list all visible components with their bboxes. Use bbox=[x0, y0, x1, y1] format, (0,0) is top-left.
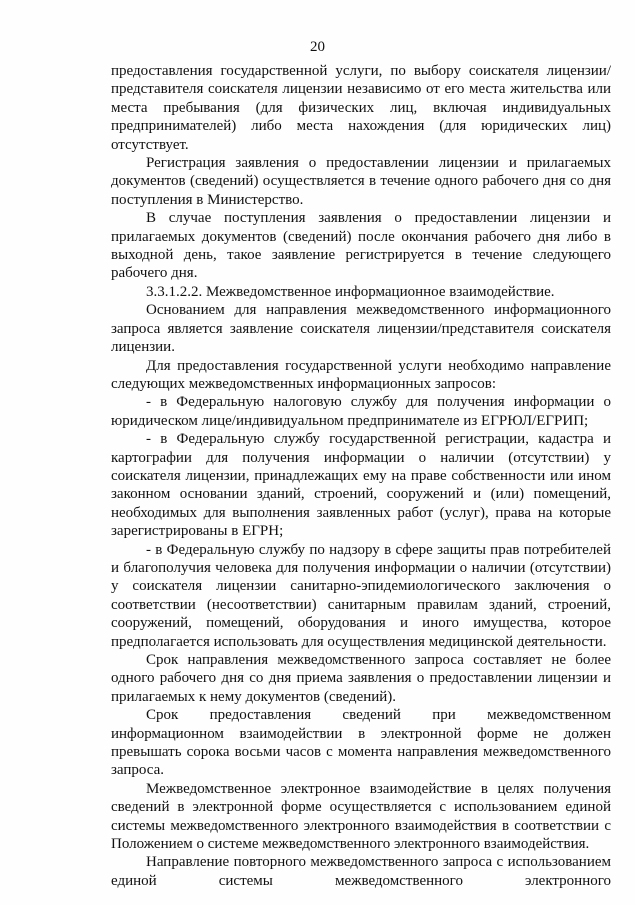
paragraph: Межведомственное электронное взаимодействие в целях получения сведений в электронной форме осуществляется с использованием единой системы межведомственного электронного взаимодействия в соответствии с Положением о системе межведомственного электронного взаимодействия. bbox=[111, 780, 611, 853]
paragraph: Срок направления межведомственного запроса составляет не более одного рабочего дня со дня приема заявления о предоставлении лицензии и прилагаемых к нему документов (сведений). bbox=[111, 652, 611, 705]
paragraph: Срок предоставления сведений при межведомственном информационном взаимодействии в электронной форме не должен превышать сорока восьми часов с момента направления межведомственного запроса. bbox=[111, 707, 611, 779]
document-body bbox=[111, 62, 611, 890]
list-item: - в Федеральную службу государственной регистрации, кадастра и картографии для получения информации о наличии (отсутствии) у соискателя лицензии, принадлежащих ему на праве собственности или ином законном основании зданий, строений, сооружений и (или) помещений, необходимых для выполнения заявленных работ (услуг), права на которые зарегистрированы в ЕГРН; bbox=[111, 431, 611, 540]
list-item: - в Федеральную службу по надзору в сфере защиты прав потребителей и благополучия человека для получения информации о наличии (отсутствии) у соискателя лицензии санитарно-эпидемиологического заключения о соответствии (несоответствии) санитарным правилам зданий, строений, сооружений, помещений, оборудования и иного имущества, которое предполагается использовать для осуществления медицинской деятельности. bbox=[111, 541, 611, 650]
list-item: - в Федеральную налоговую службу для получения информации о юридическом лице/индивидуальном предпринимателе из ЕГРЮЛ/ЕГРИП; bbox=[111, 394, 611, 429]
paragraph: В случае поступления заявления о предоставлении лицензии и прилагаемых документов (сведений) после окончания рабочего дня либо в выходной день, такое заявление регистрируется в течение следующего рабочего дня. bbox=[111, 210, 611, 282]
paragraph: Для предоставления государственной услуги необходимо направление следующих межведомственных информационных запросов: bbox=[111, 357, 611, 392]
paragraph: Регистрация заявления о предоставлении лицензии и прилагаемых документов (сведений) осуществляется в течение одного рабочего дня со дня поступления в Министерство. bbox=[111, 155, 611, 208]
page-number: 20 bbox=[310, 39, 325, 55]
paragraph: Основанием для направления межведомственного информационного запроса является заявление соискателя лицензии/представителя соискателя лицензии. bbox=[111, 302, 611, 356]
paragraph: Направление повторного межведомственного запроса с использованием единой системы межведомственного электронного bbox=[111, 854, 611, 889]
paragraph: предоставления государственной услуги, по выбору соискателя лицензии/представителя соискателя лицензии независимо от его места жительства или места пребывания (для физических лиц, включая индивидуальных предпринимателей) либо места нахождения (для юридических лиц) отсутствует. bbox=[111, 63, 611, 153]
section-heading: 3.3.1.2.2. Межведомственное информационное взаимодействие. bbox=[146, 283, 555, 300]
